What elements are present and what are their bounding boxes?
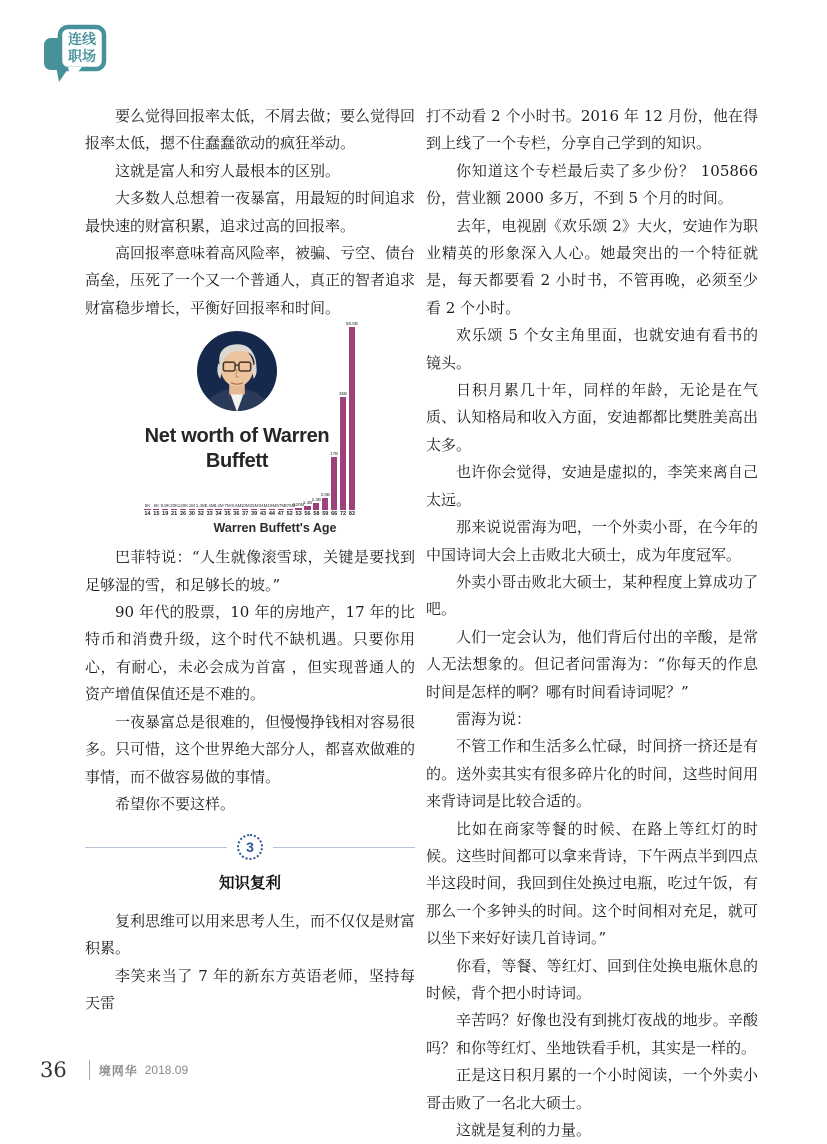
bar-slot <box>339 391 348 518</box>
paragraph: 一夜暴富总是很难的，但慢慢挣钱相对容易很多。只可惜，这个世界绝大部分人，都喜欢做难的事情，而不做容易做的事情。 <box>85 712 416 786</box>
bar-value-label: 19M <box>267 503 277 509</box>
paragraph: 那来说说雷海为吧，一个外卖小哥，在今年的中国诗词大会上击败北大硕士，成为年度冠军。 <box>426 518 758 564</box>
age-tick-label: 35 <box>224 511 231 518</box>
divider-line <box>85 847 227 848</box>
age-tick-label: 36 <box>233 511 240 518</box>
paragraph: 李笑来当了 7 年的新东方英语老师，坚持每天雷 <box>85 966 415 1012</box>
bar-value-label: 20K <box>170 503 179 509</box>
bar-value-label: 1M <box>188 503 196 509</box>
speech-bubbles-icon <box>38 22 114 92</box>
age-tick-label: 32 <box>197 511 204 518</box>
age-tick-label: 83 <box>348 511 355 518</box>
paragraph: 去年，电视剧《欢乐颂 2》大火，安迪作为职业精英的形象深入人心。她最突出的一个特征就是，每天都要看 2 小时书，不管再晚，必须至少看 2 个小时。 <box>426 216 758 317</box>
paragraph: 雷海为说： <box>456 709 532 728</box>
footer-divider <box>89 1060 90 1080</box>
magazine-name: 境网华 <box>98 1063 138 1078</box>
divider-line <box>273 847 415 848</box>
bar-value-label: 58.5B <box>346 321 358 327</box>
logo-text-line2: 职场 <box>68 48 96 64</box>
chart-x-axis-label: Warren Buffett's Age <box>213 520 337 535</box>
paragraph: 这就是富人和穷人最根本的区别。 <box>115 161 341 180</box>
age-tick-label: 26 <box>179 511 187 518</box>
age-tick-label: 52 <box>286 511 293 518</box>
page-footer <box>40 1058 188 1082</box>
bar-value-label: 5K <box>144 503 151 509</box>
bar-value-label: 36B <box>339 391 348 397</box>
paragraph: 高回报率意味着高风险率，被骗、亏空、债台高垒，压死了一个又一个普通人，真正的智者追求财富稳步增长，平衡好回报率和时间。 <box>85 244 416 317</box>
age-tick-label: 33 <box>206 511 213 518</box>
age-tick-label: 53 <box>295 511 302 518</box>
section-heading: 知识复利 <box>218 875 281 893</box>
age-tick-label: 34 <box>215 511 222 518</box>
bar-chart-bars <box>143 321 357 518</box>
bar <box>331 457 337 510</box>
paragraph: 大多数人总想着一夜暴富，用最短的时间追求最快速的财富积累，追求过高的回报率。 <box>85 189 416 235</box>
paragraph: 你知道这个专栏最后卖了多少份？ 105866 份，营业额 2000 多万，不到 5 个月的时间。 <box>426 161 758 208</box>
paragraph: 希望你不要这样。 <box>115 794 236 813</box>
logo-text-line1: 连线 <box>68 31 96 47</box>
paragraph: 这就是复利的力量。 <box>456 1121 592 1140</box>
issue-date: 2018.09 <box>144 1063 189 1077</box>
age-tick-label: 39 <box>251 511 258 518</box>
paragraph: 巴菲特说：“人生就像滚雪球，关键是要找到足够湿的雪，和足够长的坡。” <box>85 548 415 594</box>
bar-value-label: 8.6M <box>231 503 242 509</box>
left-column <box>85 103 415 1017</box>
age-tick-label: 14 <box>144 511 151 518</box>
paragraph: 人们一定会认为，他们背后付出的辛酸，是常人无法想象的。但记者问雷海为：“你每天的作息时间是怎样的啊？哪有时间看诗词呢？” <box>426 627 758 701</box>
bar-value-label: 1.4M <box>195 503 206 509</box>
age-tick-label: 66 <box>331 511 338 518</box>
bar-value-label: 620M <box>292 502 305 508</box>
age-tick-label: 59 <box>322 511 329 518</box>
right-column <box>426 103 758 1144</box>
age-tick-label: 15 <box>153 511 160 518</box>
bar <box>313 503 319 510</box>
paragraph: 打不动看 2 个小时书。2016 年 12 月份，他在得到上线了一个专栏，分享自己学到的知识。 <box>426 107 758 153</box>
paragraph: 辛苦吗？好像也没有到挑灯夜战的地步。辛酸吗？和你等红灯、坐地铁看手机，其实是一样的。 <box>426 1011 758 1057</box>
paragraph: 90 年代的股票，10 年的房地产，17 年的比特币和消费升级，这个时代不缺机遇。只要你用心，有耐心，未必会成为首富 ，但实现普通人的资产增值保值还是不难的。 <box>85 603 415 704</box>
bar-value-label: 140K <box>177 503 189 509</box>
bar-value-label: 3.8B <box>320 492 330 498</box>
paragraph: 也许你会觉得，安迪是虚拟的，李笑来离自己太远。 <box>426 463 758 509</box>
page-number: 36 <box>40 1058 67 1082</box>
age-tick-label: 37 <box>242 511 249 518</box>
magazine-column-logo <box>38 22 114 92</box>
bar-value-label: 17B <box>330 451 339 457</box>
age-tick-label: 30 <box>188 511 195 518</box>
bar-slot <box>330 451 339 518</box>
paragraph: 正是这日积月累的一个小时阅读，一个外卖小哥击败了一名北大硕士。 <box>426 1066 758 1112</box>
bar-value-label: 1.4B <box>302 500 313 506</box>
age-tick-label: 21 <box>171 511 178 518</box>
bar-value-label: 6K <box>153 503 160 509</box>
paragraph: 复利思维可以用来思考人生，而不仅仅是财富积累。 <box>85 911 416 958</box>
paragraph: 日积月累几十年，同样的年龄，无论是在气质、认知格局和收入方面，安迪都都比樊胜美高出太多。 <box>426 381 758 454</box>
bar-value-label: 7M <box>224 503 231 509</box>
age-tick-label: 58 <box>313 511 320 518</box>
paragraph: 欢乐颂 5 个女主角里面，也就安迪有看书的镜头。 <box>426 326 758 372</box>
bar-value-label: 376M <box>284 503 296 509</box>
bar-value-label: 67M <box>276 503 286 509</box>
age-tick-label: 43 <box>259 511 267 518</box>
chart-title: Net worth of Warren Buffett <box>144 425 330 473</box>
bar-slot <box>347 321 356 518</box>
age-tick-label: 44 <box>268 511 275 518</box>
bar <box>322 498 328 510</box>
paragraph: 要么觉得回报率太低，不屑去做；要么觉得回报率太低，摁不住蠢蠢欲动的疯狂举动。 <box>85 107 416 153</box>
bar-value-label: 10M <box>240 503 250 509</box>
section-number-badge: 3 <box>237 834 263 860</box>
section-divider <box>85 832 415 862</box>
age-tick-label: 47 <box>277 511 284 518</box>
paragraph: 你看，等餐、等红灯、回到住处换电瓶休息的时候，背个把小时诗词。 <box>426 956 758 1002</box>
paragraph: 不管工作和生活多么忙碌，时间挤一挤还是有的。送外卖其实有很多碎片化的时间，这些时间用来背诗词是比较合适的。 <box>426 737 758 811</box>
bar-value-label: 2.3B <box>311 497 321 503</box>
age-tick-label: 56 <box>304 511 311 518</box>
paragraph: 比如在商家等餐的时候、在路上等红灯的时候。这些时间都可以拿来背诗，下午两点半到四点半这段时间，我回到住处换过电瓶，吃过午饭，有那么一个多钟头的时间。这个时间相对充足，就可以坐下来好好读几首诗词。” <box>426 819 758 948</box>
buffett-networth-figure <box>141 321 409 538</box>
paragraph: 外卖小哥击败北大硕士，某种程度上算成功了吧。 <box>426 572 758 619</box>
bar-value-label: 2.4M <box>204 503 215 509</box>
age-tick-label: 19 <box>162 511 169 518</box>
bar <box>349 327 355 510</box>
bar-value-label: 9.8K <box>160 503 170 509</box>
bar-value-label: 25M <box>249 503 259 509</box>
bar <box>340 397 346 510</box>
bar-value-label: 3.4M <box>213 503 224 509</box>
bar-value-label: 34M <box>258 503 268 509</box>
age-tick-label: 72 <box>339 511 347 518</box>
